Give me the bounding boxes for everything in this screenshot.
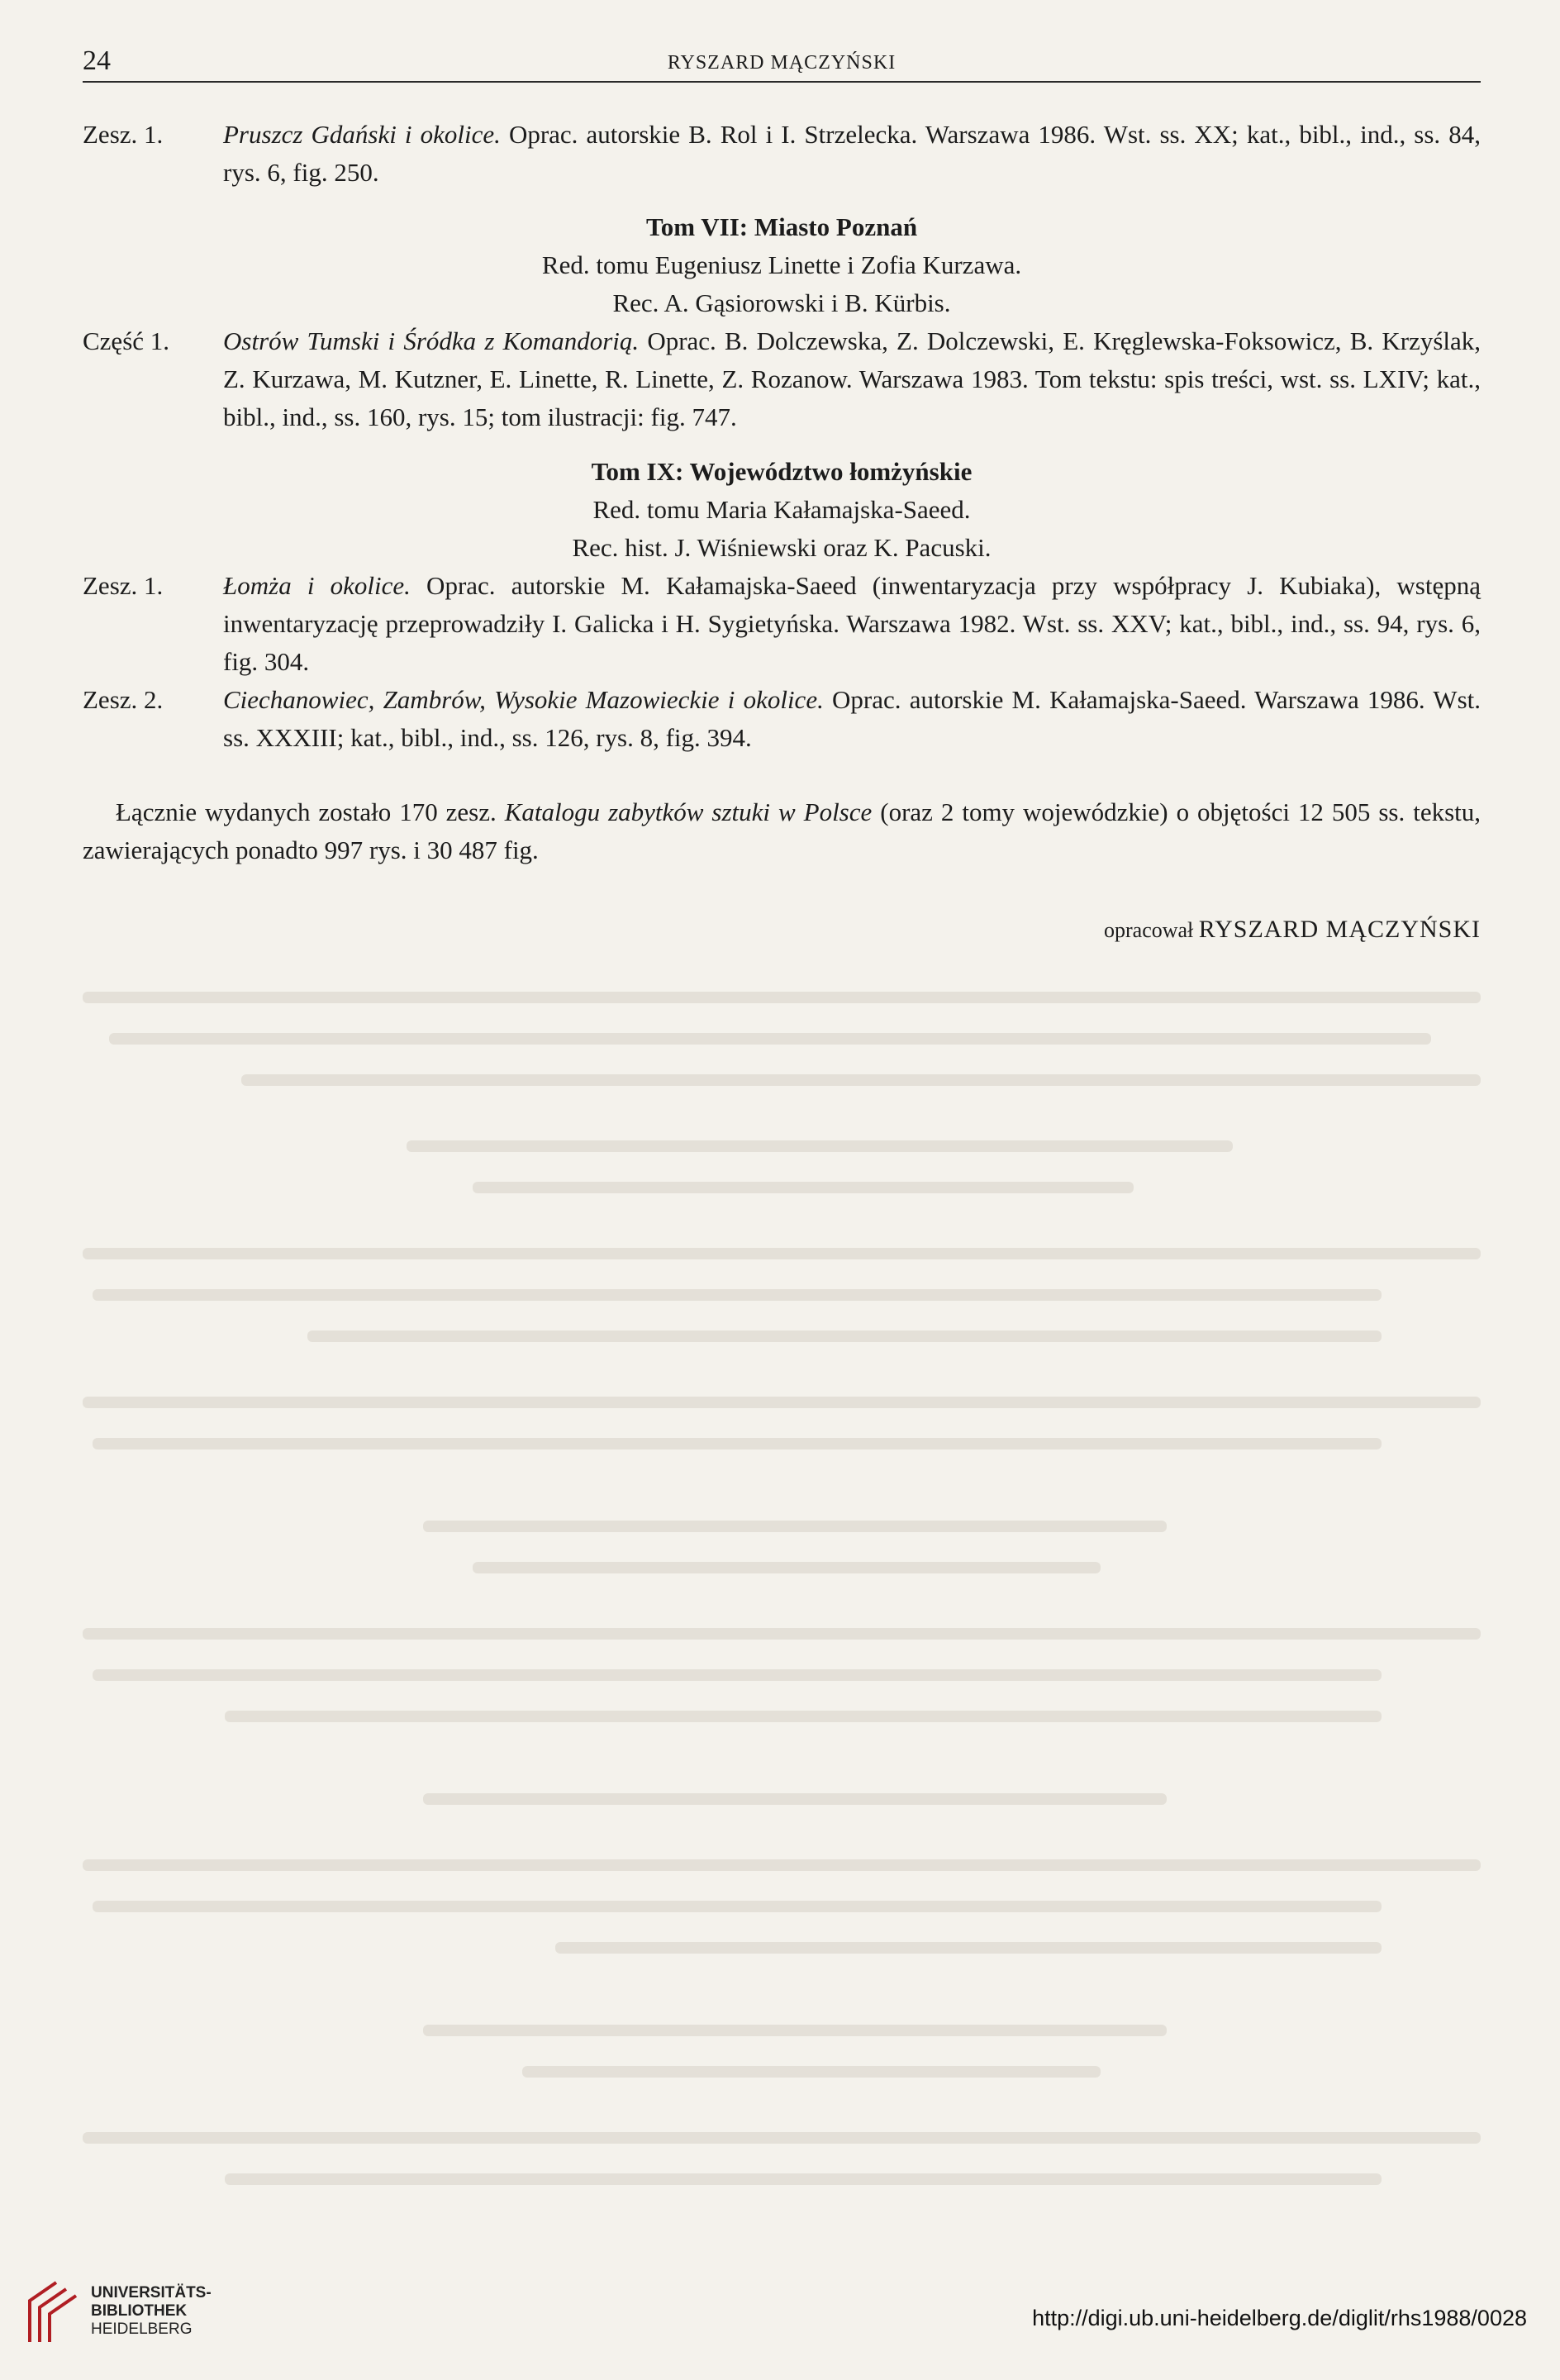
- catalog-entry: [83, 567, 1481, 681]
- signature-prefix: opracował: [1104, 918, 1199, 942]
- summary-text-before: Łącznie wydanych zostało 170 zesz.: [116, 797, 505, 826]
- volume-editors: Red. tomu Maria Kałamajska-Saeed.: [592, 495, 971, 524]
- entry-title: Łomża i okolice.: [223, 571, 411, 600]
- entry-title: Pruszcz Gdański i okolice.: [223, 120, 501, 149]
- volume-reviewers: Rec. A. Gąsiorowski i B. Kürbis.: [612, 288, 951, 317]
- entry-label: Zesz. 1.: [83, 120, 164, 149]
- entry-body: [223, 322, 1481, 436]
- summary-text-after: (oraz 2 tomy wojewódzkie) o objętości 12 505 ss. tekstu, zawierających ponadto 997 rys. i 30 487 fig.: [83, 797, 1482, 864]
- summary-paragraph: [83, 793, 1481, 869]
- volume-reviewers: Rec. hist. J. Wiśniewski oraz K. Pacuski.: [572, 533, 992, 562]
- library-logo-icon: [23, 2276, 81, 2350]
- entry-title: Ciechanowiec, Zambrów, Wysokie Mazowieckie i okolice.: [223, 685, 824, 714]
- entry-text: Oprac. autorskie B. Rol i I. Strzelecka. Warszawa 1986. Wst. ss. XX; kat., bibl., ind., ss. 84, rys. 6, fig. 250.: [223, 120, 1482, 187]
- header-rule: [83, 81, 1481, 83]
- catalog-entry: [83, 116, 1481, 192]
- entry-text: Oprac. autorskie M. Kałamajska-Saeed. Warszawa 1986. Wst. ss. XXXIII; kat., bibl., ind., ss. 126, rys. 8, fig. 394.: [223, 685, 1481, 752]
- volume-heading: Tom IX: Województwo łomżyńskie: [591, 457, 973, 486]
- running-title: RYSZARD MĄCZYŃSKI: [667, 52, 897, 74]
- page-body: [83, 116, 1481, 950]
- source-url-link[interactable]: http://digi.ub.uni-heidelberg.de/diglit/rhs1988/0028: [1032, 2306, 1527, 2330]
- catalog-entry: [83, 322, 1481, 436]
- entry-text: Oprac. B. Dolczewska, Z. Dolczewski, E. Kręglewska-Foksowicz, B. Krzyślak, Z. Kurzawa, M. Kutzner, E. Linette, R. Linette, Z. Rozanow. Warszawa 1983. Tom tekstu: spis treści, wst. ss. LXIV; kat., bibl., ind., ss. 160, rys. 15; tom ilustracji: fig. 747.: [223, 326, 1482, 431]
- library-name: [91, 2284, 212, 2339]
- bleed-through-lines: [83, 975, 1481, 2215]
- bleed-through-texture: [83, 975, 1481, 2226]
- volume-editors: Red. tomu Eugeniusz Linette i Zofia Kurzawa.: [541, 250, 1022, 279]
- page-number: 24: [83, 45, 111, 76]
- library-name-line3: HEIDELBERG: [91, 2320, 193, 2338]
- digitization-footer: [0, 2273, 1560, 2363]
- entry-body: [223, 567, 1481, 681]
- entry-body: [223, 681, 1481, 757]
- running-header: [83, 43, 1481, 79]
- volume-7-block: [83, 208, 1481, 322]
- summary-catalog-title: Katalogu zabytków sztuki w Polsce: [504, 797, 873, 826]
- volume-9-block: [83, 453, 1481, 567]
- entry-label: Zesz. 2.: [83, 685, 164, 714]
- library-name-line1: UNIVERSITÄTS-: [91, 2284, 212, 2301]
- library-name-line2: BIBLIOTHEK: [91, 2302, 188, 2320]
- entry-label: Część 1.: [83, 326, 170, 355]
- entry-label: Zesz. 1.: [83, 571, 164, 600]
- catalog-entry: [83, 681, 1481, 757]
- signature-name: RYSZARD MĄCZYŃSKI: [1198, 916, 1481, 943]
- entry-text: Oprac. autorskie M. Kałamajska-Saeed (inwentaryzacja przy współpracy J. Kubiaka), wstępną inwentaryzację przeprowadziły I. Galicka i H. Sygietyńska. Warszawa 1982. Wst. ss. XXV; kat., bibl., ind., ss. 94, rys. 6, fig. 304.: [223, 571, 1482, 676]
- volume-heading: Tom VII: Miasto Poznań: [645, 212, 918, 241]
- entry-title: Ostrów Tumski i Śródka z Komandorią.: [223, 326, 640, 355]
- author-signature: [83, 911, 1481, 950]
- entry-body: [223, 116, 1481, 192]
